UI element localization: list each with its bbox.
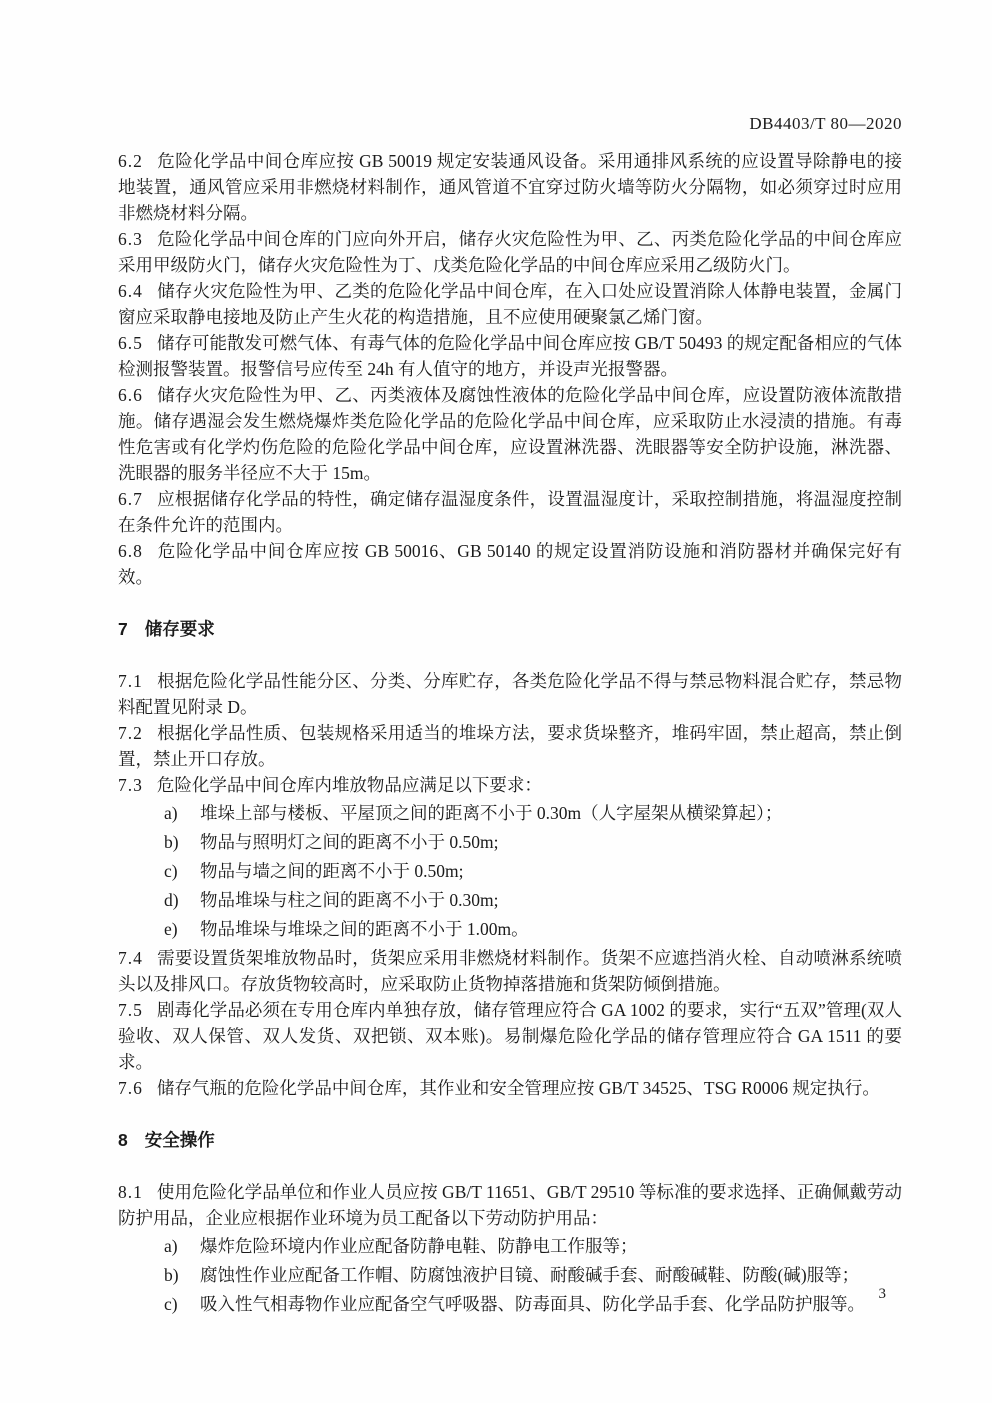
- clause-7-5: [118, 997, 902, 1075]
- clause-6-6: [118, 382, 902, 486]
- clause-number: 8.1: [118, 1182, 143, 1202]
- clause-text: 危险化学品中间仓库应按 GB 50016、GB 50140 的规定设置消防设施和消防器材并确保完好有效。: [118, 541, 902, 587]
- clause-number: 7.2: [118, 723, 143, 743]
- clause-number: 6.3: [118, 229, 143, 249]
- list-item-marker: b): [164, 1265, 179, 1285]
- clause-text: 危险化学品中间仓库的门应向外开启，储存火灾危险性为甲、乙、丙类危险化学品的中间仓库应采用甲级防火门，储存火灾危险性为丁、戊类危险化学品的中间仓库应采用乙级防火门。: [118, 229, 902, 275]
- clause-7-3: [118, 772, 902, 798]
- list-8-1: [118, 1232, 902, 1319]
- clause-number: 7.4: [118, 948, 143, 968]
- clause-text: 根据化学品性质、包装规格采用适当的堆垛方法，要求货垛整齐，堆码牢固，禁止超高，禁止倒置，禁止开口存放。: [118, 723, 902, 769]
- list-item-marker: c): [164, 861, 178, 881]
- clause-6-7: [118, 486, 902, 538]
- list-item-text: 堆垛上部与楼板、平屋顶之间的距离不小于 0.30m（人字屋架从横梁算起）；: [200, 803, 783, 823]
- clause-6-4: [118, 278, 902, 330]
- clause-7-2: [118, 720, 902, 772]
- clause-number: 7.6: [118, 1078, 143, 1098]
- clause-number: 7.5: [118, 1000, 143, 1020]
- clause-text: 储存火灾危险性为甲、乙类的危险化学品中间仓库，在入口处应设置消除人体静电装置，金属门窗应采取静电接地及防止产生火花的构造措施，且不应使用硬聚氯乙烯门窗。: [118, 281, 902, 327]
- clause-text: 需要设置货架堆放物品时，货架应采用非燃烧材料制作。货架不应遮挡消火栓、自动喷淋系统喷头以及排风口。存放货物较高时，应采取防止货物掉落措施和货架防倾倒措施。: [118, 948, 902, 994]
- list-item-marker: a): [164, 1236, 178, 1256]
- clause-6-2: [118, 148, 902, 226]
- list-item-marker: a): [164, 803, 178, 823]
- clause-number: 6.5: [118, 333, 143, 353]
- section-title: 储存要求: [144, 619, 215, 639]
- clause-text: 危险化学品中间仓库内堆放物品应满足以下要求：: [156, 775, 542, 795]
- clause-number: 6.7: [118, 489, 143, 509]
- section-heading-8: [118, 1127, 902, 1153]
- list-item-c: [118, 857, 902, 886]
- list-item-marker: c): [164, 1294, 178, 1314]
- clause-text: 储存气瓶的危险化学品中间仓库，其作业和安全管理应按 GB/T 34525、TSG R0006 规定执行。: [156, 1078, 880, 1098]
- clause-text: 根据危险化学品性能分区、分类、分库贮存，各类危险化学品不得与禁忌物料混合贮存，禁忌物料配置见附录 D。: [118, 671, 902, 717]
- section-title: 安全操作: [144, 1130, 215, 1150]
- clause-text: 使用危险化学品单位和作业人员应按 GB/T 11651、GB/T 29510 等标准的要求选择、正确佩戴劳动防护用品，企业应根据作业环境为员工配备以下劳动防护用品：: [118, 1182, 902, 1228]
- clause-text: 剧毒化学品必须在专用仓库内单独存放，储存管理应符合 GA 1002 的要求，实行“五双”管理(双人验收、双人保管、双人发货、双把锁、双本账)。易制爆危险化学品的储存管理应符合 GA 1511 的要求。: [118, 1000, 902, 1072]
- list-7-3: [118, 799, 902, 944]
- list-item-text: 腐蚀性作业应配备工作帽、防腐蚀液护目镜、耐酸碱手套、耐酸碱鞋、防酸(碱)服等；: [200, 1265, 860, 1285]
- clause-7-1: [118, 668, 902, 720]
- document-body: [118, 148, 902, 1319]
- list-item-text: 物品堆垛与柱之间的距离不小于 0.30m;: [200, 890, 499, 910]
- clause-number: 6.6: [118, 385, 143, 405]
- clause-6-8: [118, 538, 902, 590]
- page-number: 3: [878, 1286, 886, 1302]
- list-item-text: 物品与墙之间的距离不小于 0.50m;: [200, 861, 464, 881]
- section-number: 8: [118, 1130, 128, 1150]
- list-item-marker: e): [164, 919, 178, 939]
- clause-6-3: [118, 226, 902, 278]
- list-item-text: 吸入性气相毒物作业应配备空气呼吸器、防毒面具、防化学品手套、化学品防护服等。: [200, 1294, 865, 1314]
- clause-8-1: [118, 1179, 902, 1231]
- clause-text: 危险化学品中间仓库应按 GB 50019 规定安装通风设备。采用通排风系统的应设置导除静电的接地装置，通风管应采用非燃烧材料制作，通风管道不宜穿过防火墙等防火分隔物，如必须穿过时应用非燃烧材料分隔。: [118, 151, 902, 223]
- page-content: [118, 0, 902, 1320]
- clause-number: 7.1: [118, 671, 143, 691]
- clause-number: 7.3: [118, 775, 143, 795]
- clause-text: 储存火灾危险性为甲、乙、丙类液体及腐蚀性液体的危险化学品中间仓库，应设置防液体流散措施。储存遇湿会发生燃烧爆炸类危险化学品的危险化学品中间仓库，应采取防止水浸渍的措施。有毒性危害或有化学灼伤危险的危险化学品中间仓库，应设置淋洗器、洗眼器等安全防护设施，淋洗器、洗眼器的服务半径应不大于 15m。: [118, 385, 902, 483]
- list-item-a: [118, 1232, 902, 1261]
- list-item-text: 物品与照明灯之间的距离不小于 0.50m;: [200, 832, 499, 852]
- clause-7-4: [118, 945, 902, 997]
- list-item-b: [118, 828, 902, 857]
- list-item-d: [118, 886, 902, 915]
- list-item-a: [118, 799, 902, 828]
- clause-7-6: [118, 1075, 902, 1101]
- clause-6-5: [118, 330, 902, 382]
- list-item-text: 物品堆垛与堆垛之间的距离不小于 1.00m。: [200, 919, 529, 939]
- list-item-text: 爆炸危险环境内作业应配备防静电鞋、防静电工作服等；: [200, 1236, 638, 1256]
- clause-text: 应根据储存化学品的特性，确定储存温湿度条件，设置温湿度计，采取控制措施，将温湿度控制在条件允许的范围内。: [118, 489, 902, 535]
- document-number-header: DB4403/T 80—2020: [749, 114, 902, 133]
- clause-text: 储存可能散发可燃气体、有毒气体的危险化学品中间仓库应按 GB/T 50493 的规定配备相应的气体检测报警装置。报警信号应传至 24h 有人值守的地方，并设声光报警器。: [118, 333, 902, 379]
- list-item-b: [118, 1261, 902, 1290]
- clause-number: 6.4: [118, 281, 143, 301]
- clause-number: 6.8: [118, 541, 143, 561]
- list-item-marker: b): [164, 832, 179, 852]
- list-item-marker: d): [164, 890, 179, 910]
- list-item-e: [118, 915, 902, 944]
- clause-number: 6.2: [118, 151, 143, 171]
- list-item-c: [118, 1290, 902, 1319]
- section-number: 7: [118, 619, 128, 639]
- section-heading-7: [118, 616, 902, 642]
